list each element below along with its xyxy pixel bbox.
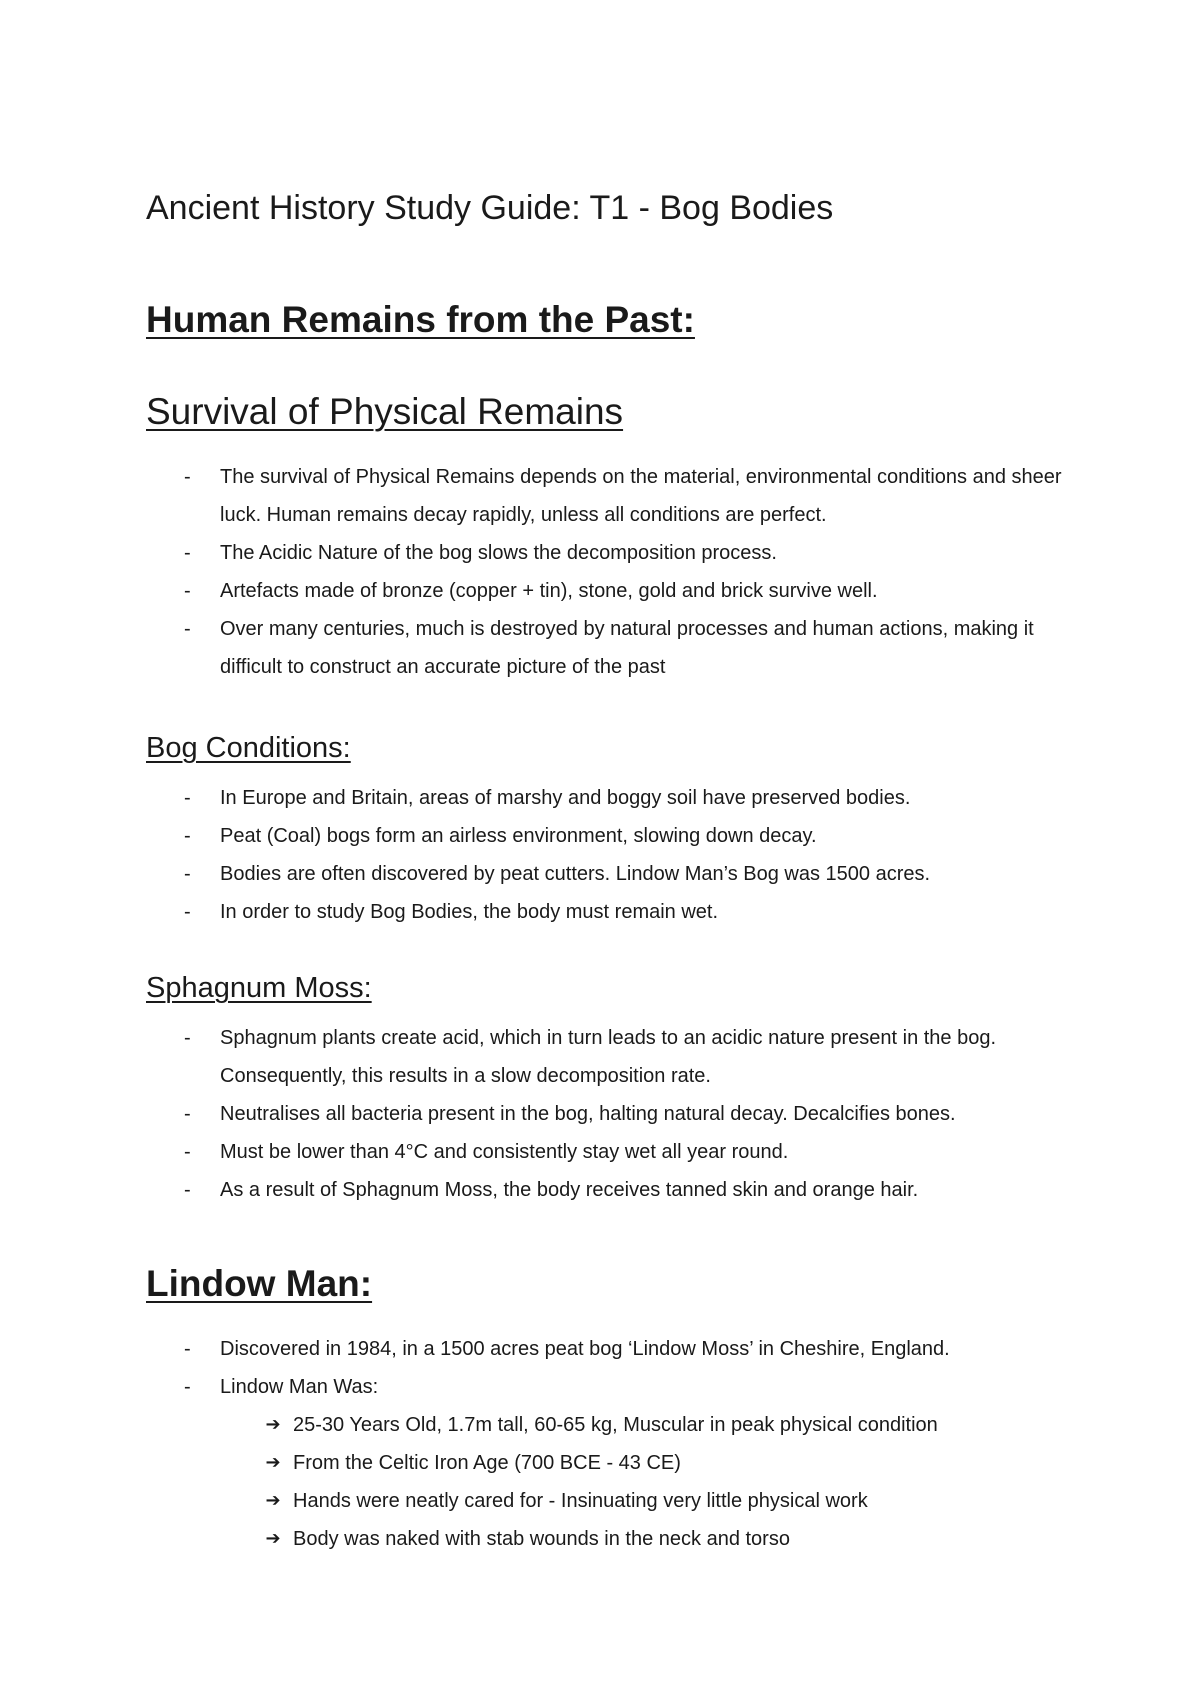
lindow-man-list [146,1330,1076,1558]
list-item: - Artefacts made of bronze (copper + tin), stone, gold and brick survive well. [146,572,1076,610]
lindow-man-sub-list [220,1406,1076,1558]
sub-list-item [220,1406,1076,1444]
list-item: - In order to study Bog Bodies, the body must remain wet. [146,893,1076,931]
heading-bog-conditions: Bog Conditions: [146,732,351,764]
list-item: - Peat (Coal) bogs form an airless environment, slowing down decay. [146,817,1076,855]
list-item: - Must be lower than 4°C and consistently stay wet all year round. [146,1133,1076,1171]
list-item: - Discovered in 1984, in a 1500 acres peat bog ‘Lindow Moss’ in Cheshire, England. [146,1330,1076,1368]
sub-list-item-text: Body was naked with stab wounds in the neck and torso [293,1528,790,1550]
sphagnum-list [146,1019,1076,1209]
heading-survival-of-physical-remains: Survival of Physical Remains [146,391,624,432]
list-item: - Sphagnum plants create acid, which in turn leads to an acidic nature present in the bog. Consequently, this results in a slow decomposition rate. [146,1019,1076,1095]
document-title: Ancient History Study Guide: T1 - Bog Bodies [146,189,834,227]
list-item-label: Lindow Man Was: [220,1376,379,1398]
list-item: - Neutralises all bacteria present in the bog, halting natural decay. Decalcifies bones. [146,1095,1076,1133]
list-item: - Bodies are often discovered by peat cutters. Lindow Man’s Bog was 1500 acres. [146,855,1076,893]
bog-conditions-list [146,779,1076,931]
right-arrow-icon: ➔ [265,1452,281,1473]
heading-lindow-man: Lindow Man: [146,1263,373,1304]
right-arrow-icon: ➔ [265,1528,281,1549]
list-item: - The survival of Physical Remains depends on the material, environmental conditions and sheer luck. Human remains decay rapidly, unless all conditions are perfect. [146,458,1076,534]
heading-human-remains: Human Remains from the Past: [146,299,695,340]
list-item: - In Europe and Britain, areas of marshy and boggy soil have preserved bodies. [146,779,1076,817]
survival-list [146,458,1076,686]
heading-sphagnum-moss: Sphagnum Moss: [146,972,372,1004]
list-item: - Over many centuries, much is destroyed by natural processes and human actions, making it difficult to construct an accurate picture of the past [146,610,1076,686]
sub-list-item [220,1444,1076,1482]
sub-list-item-text: 25-30 Years Old, 1.7m tall, 60-65 kg, Muscular in peak physical condition [293,1414,938,1436]
list-item: - As a result of Sphagnum Moss, the body receives tanned skin and orange hair. [146,1171,1076,1209]
sub-list-item-text: From the Celtic Iron Age (700 BCE - 43 CE) [293,1452,681,1474]
right-arrow-icon: ➔ [265,1490,281,1511]
sub-list-item-text: Hands were neatly cared for - Insinuating very little physical work [293,1490,868,1512]
list-item: - The Acidic Nature of the bog slows the decomposition process. [146,534,1076,572]
right-arrow-icon: ➔ [265,1414,281,1435]
sub-list-item [220,1482,1076,1520]
list-item [146,1368,1076,1558]
sub-list-item [220,1520,1076,1558]
